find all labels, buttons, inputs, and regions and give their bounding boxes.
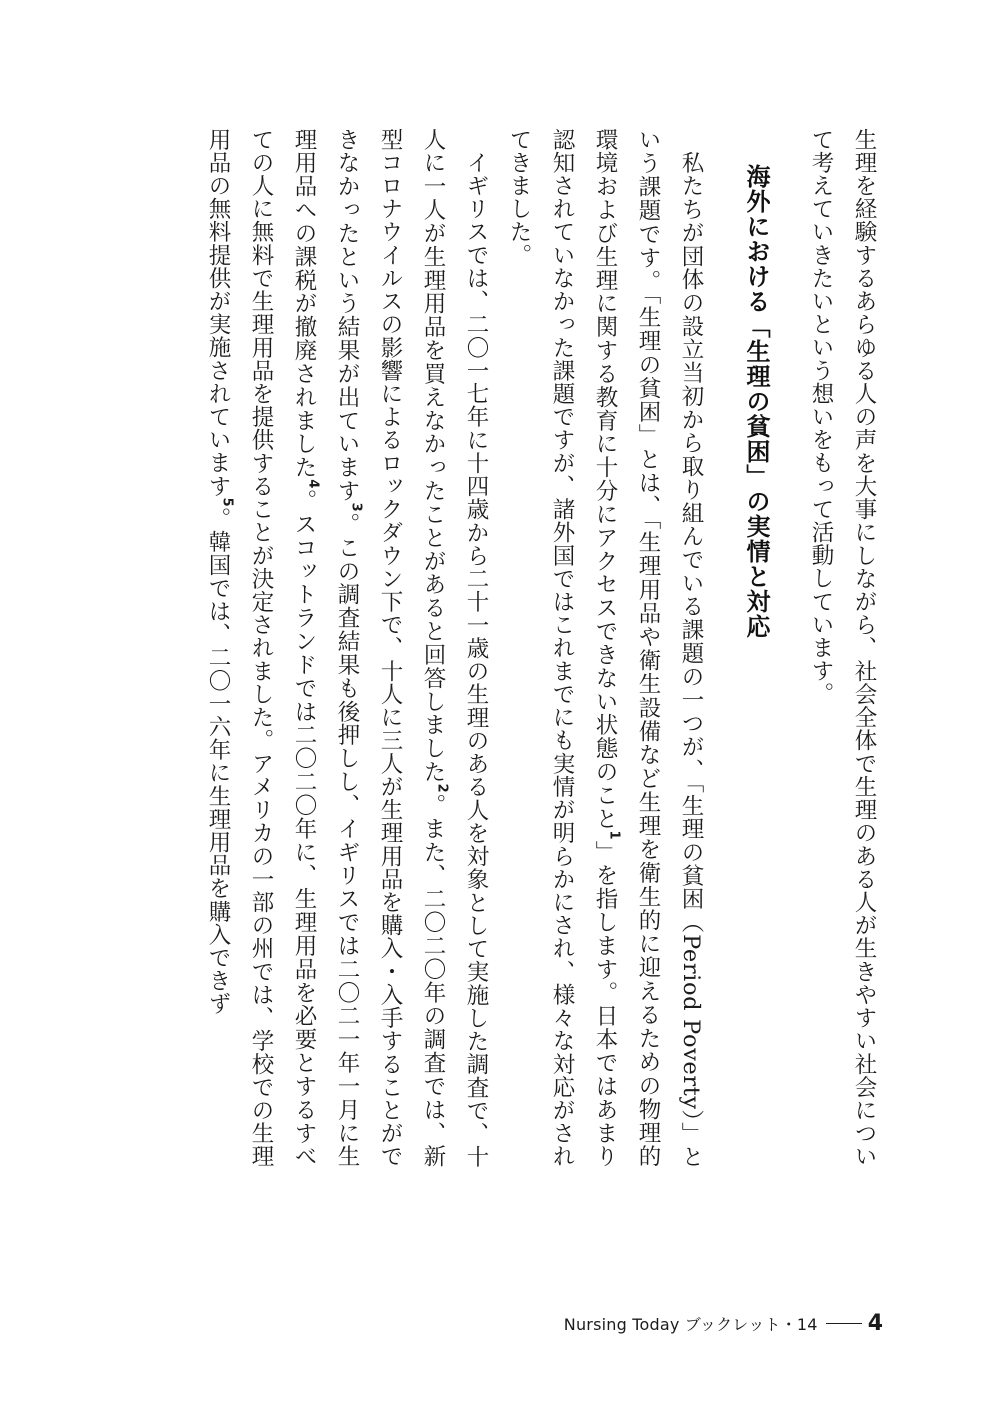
paragraph-overseas [196, 128, 497, 1168]
page-footer [564, 1311, 883, 1336]
series-title: Nursing Today ブックレット・14 [563, 1315, 818, 1334]
intro-paragraph [799, 128, 885, 1168]
paragraph2-text-1: イギリスでは、二〇一七年に十四歳から二十一歳の生理のある人を対象として実施した調査で、十人に一人が生理用品を買えなかったことがあると回答しました [420, 128, 489, 1168]
paragraph2-text-2: 。また、二〇二〇年の調査では、新型コロナウイルスの影響によるロックダウン下で、十人に三人が生理用品を購入・入手することができなかったという結果が出ています [334, 128, 446, 1168]
footer-rule [826, 1323, 862, 1324]
paragraph2-text-3: 。この調査結果も後押しし、イギリスでは二〇二一年一月に生理用品への課税が撤廃されました [291, 128, 360, 1168]
paragraph-period-poverty [497, 128, 712, 1168]
paragraph2-text-5: 。韓国では、二〇一六年に生理用品を購入できず [205, 507, 231, 1016]
paragraph1-text: 私たちが団体の設立当初から取り組んでいる課題の一つが、「生理の貧困（Period Poverty）」という課題です。「生理の貧困」とは、「生理用品や衛生設備など生理を衛生的に迎えるための物理的環境および生理に関する教育に十分にアクセスできない状態のこと [592, 128, 704, 1168]
footnote-ref-2[interactable]: 2 [434, 783, 450, 794]
vertical-text-body [196, 128, 885, 1168]
footnote-ref-5[interactable]: 5 [219, 497, 235, 508]
footnote-ref-3[interactable]: 3 [348, 502, 364, 513]
paragraph1-tail: 」を指します。日本ではあまり認知されていなかった課題ですが、諸外国ではこれまでにも実情が明らかにされ、様々な対応がされてきました。 [506, 128, 618, 1169]
intro-text: 生理を経験するあらゆる人の声を大事にしながら、社会全体で生理のある人が生きやすい社会について考えていきたいという想いをもって活動しています。 [808, 128, 877, 1168]
section-heading: 海外における「生理の貧困」の実情と対応 [742, 164, 770, 639]
footnote-ref-4[interactable]: 4 [305, 479, 321, 489]
footnote-ref-1[interactable]: 1 [606, 830, 622, 841]
page-number: 4 [867, 1311, 883, 1336]
paragraph2-text-4: 。スコットランドでは二〇二〇年に、生理用品を必要とするすべての人に無料で生理用品を提供することが決定されました。アメリカの一部の州では、学校での生理用品の無料提供が実施されています [205, 128, 317, 1169]
